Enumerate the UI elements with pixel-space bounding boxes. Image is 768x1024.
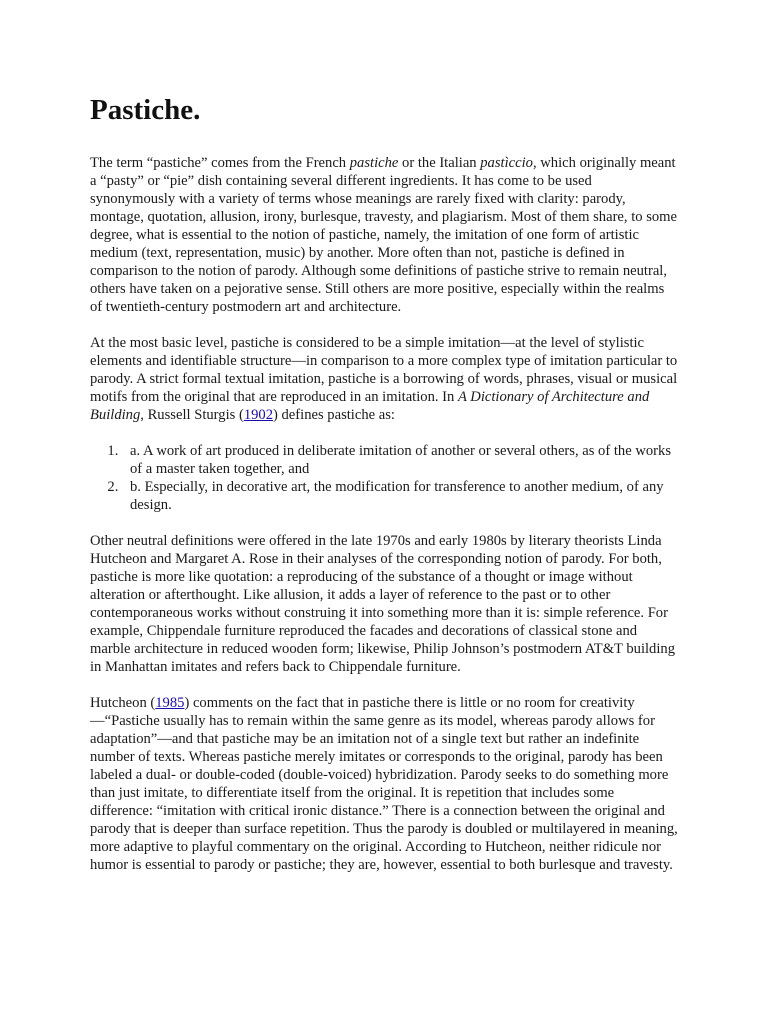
text-run: ) defines pastiche as: [273, 407, 395, 423]
text-run: , Russell Sturgis ( [140, 407, 244, 423]
paragraph-neutral-definitions: Other neutral definitions were offered in the late 1970s and early 1980s by literary theorists Linda Hutcheon and Margaret A. Rose in their analyses of the corresponding notion of parody. For both, pastiche is more like quotation: a reproducing of the substance of a thought or image without alteration or afterthought. Like allusion, it adds a layer of reference to the past or to other contemporaneous works without construing it into something more than it is: simple reference. For example, Chippendale furniture reproduced the facades and decorations of classical stone and marble architecture in reduced wooden form; likewise, Philip Johnson’s postmodern AT&T building in Manhattan imitates and refers back to Chippendale furniture. [90, 533, 675, 675]
paragraph-intro [90, 154, 680, 316]
text-run: , which originally meant a “pasty” or “pie” dish containing several different ingredients. It has come to be used synonymously with a variety of terms whose meanings are rarely fixed with clarity: parody, montage, quotation, allusion, irony, burlesque, travesty, and plagiarism. Most of them share, to some degree, what is essential to the notion of pastiche, namely, the imitation of one form of artistic medium (text, representation, music) by another. More often than not, pastiche is defined in comparison to the notion of parody. Although some definitions of pastiche strive to remain neutral, others have taken on a pejorative sense. Still others are more positive, especially within the realms of twentieth-century postmodern art and architecture. [90, 155, 678, 315]
citation-link-1985[interactable]: 1985 [155, 695, 185, 711]
text-run: or the Italian [398, 155, 481, 171]
italic-book-title: A Dictionary of Architecture and Building [90, 389, 650, 423]
list-item: 1. a. A work of art produced in deliberate imitation of another or several others, as of the works of a master taken together, and [122, 442, 680, 478]
paragraph-basic-level [90, 334, 680, 424]
text-run: The term “pastiche” comes from the French [90, 155, 350, 171]
text-run: Hutcheon ( [90, 695, 156, 711]
citation-link-1902[interactable]: 1902 [243, 407, 273, 423]
italic-term-pastiche: pastiche [349, 155, 399, 171]
paragraph-hutcheon [90, 694, 680, 874]
italic-term-pasticcio: pastìccio [480, 155, 533, 171]
text-run: At the most basic level, pastiche is considered to be a simple imitation—at the level of stylistic elements and identifiable structure—in comparison to a more complex type of imitation particular to parody. A strict formal textual imitation, pastiche is a borrowing of words, phrases, visual or musical motifs from the original that are reproduced in an imitation. In [90, 335, 678, 405]
definition-list [90, 442, 680, 514]
list-item: 2. b. Especially, in decorative art, the modification for transference to another medium, of any design. [122, 478, 680, 514]
text-run: ) comments on the fact that in pastiche there is little or no room for creativity—“Pastiche usually has to remain within the same genre as its model, whereas parody allows for adaptation”—and that pastiche may be an imitation not of a single text but rather an indefinite number of texts. Whereas pastiche merely imitates or corresponds to the original, parody has been labeled a dual- or double-coded (double-voiced) hybridization. Parody seeks to do something more than just imitate, to differentiate itself from the original. It is repetition that includes some difference: “imitation with critical ironic distance.” There is a connection between the original and parody that is deeper than surface repetition. Thus the parody is doubled or multilayered in meaning, more adaptive to playful commentary on the original. According to Hutcheon, neither ridicule nor humor is essential to parody or pastiche; they are, however, essential to both burlesque and travesty. [90, 695, 678, 873]
document-page [90, 90, 680, 892]
page-title: Pastiche. [90, 94, 201, 126]
